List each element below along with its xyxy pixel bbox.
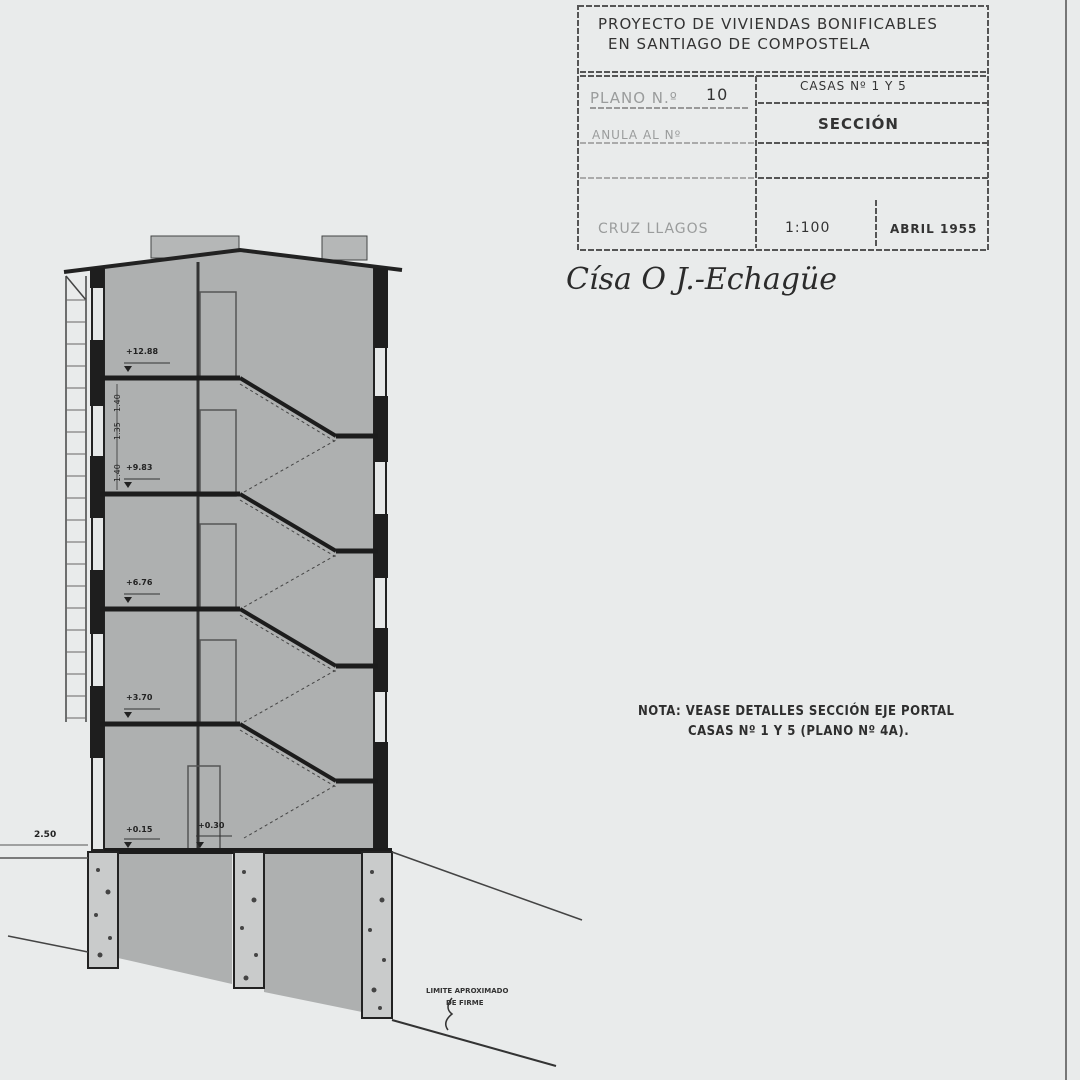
anula-label: ANULA AL Nº — [592, 128, 682, 142]
architect-signature: Císa O J.-Echagüe — [566, 262, 838, 297]
dimension-3: 1.40 — [113, 464, 122, 482]
limit-label-1: LIMITE APROXIMADO — [426, 987, 509, 995]
dimension-2: 1.35 — [113, 422, 122, 440]
level-label-0-30: +0.30 — [198, 821, 225, 830]
level-label-9-83: +9.83 — [126, 463, 153, 472]
plano-label: PLANO N.º — [590, 89, 678, 107]
casas-label: CASAS Nº 1 Y 5 — [800, 79, 907, 93]
chimney-right — [322, 236, 367, 260]
foundation — [0, 845, 582, 1066]
seccion-label: SECCIÓN — [818, 115, 899, 133]
author-label: CRUZ LLAGOS — [598, 221, 709, 237]
ground-level-label: 2.50 — [34, 830, 57, 840]
level-label-0-15: +0.15 — [126, 825, 153, 834]
project-title-line1: PROYECTO DE VIVIENDAS BONIFICABLES — [598, 15, 938, 33]
dimension-1: 1.40 — [113, 394, 122, 412]
building-section — [64, 236, 402, 851]
plano-number: 10 — [706, 85, 729, 104]
level-label-3-70: +3.70 — [126, 693, 153, 702]
limit-label-2: DE FIRME — [446, 999, 484, 1007]
escala-value: 1:100 — [785, 220, 831, 236]
project-title-line2: EN SANTIAGO DE COMPOSTELA — [608, 35, 871, 53]
exterior-railing — [66, 276, 86, 722]
level-label-6-76: +6.76 — [126, 578, 153, 587]
note-line2: CASAS Nº 1 Y 5 (PLANO Nº 4A). — [688, 724, 910, 739]
note-line1: NOTA: VEASE DETALLES SECCIÓN EJE PORTAL — [638, 704, 955, 719]
fecha-value: ABRIL 1955 — [890, 222, 978, 236]
level-label-12-88: +12.88 — [126, 347, 159, 356]
